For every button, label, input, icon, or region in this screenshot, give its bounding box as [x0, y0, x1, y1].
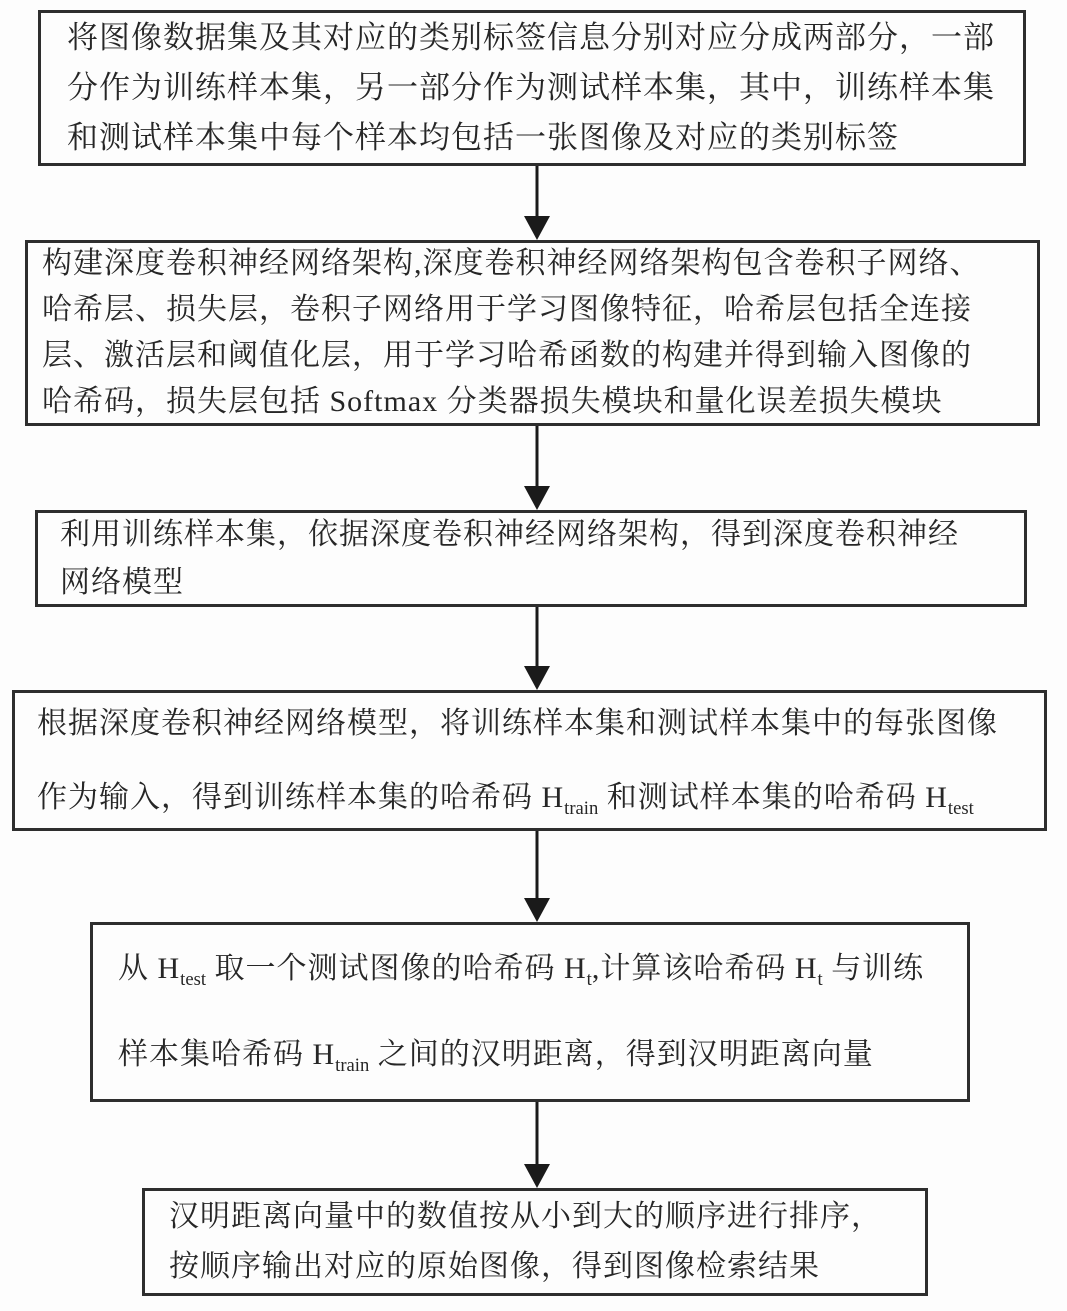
arrow-head-icon — [524, 486, 550, 510]
flow-step-generate-hash-codes — [12, 690, 1047, 831]
step-text-line: 哈希层、损失层，卷积子网络用于学习图像特征，哈希层包括全连接 — [42, 293, 972, 326]
step-text-line: 将图像数据集及其对应的类别标签信息分别对应分成两部分，一部 — [67, 20, 995, 55]
down-arrow-1 — [523, 166, 551, 240]
flow-step-build-network-architecture — [25, 240, 1040, 426]
step-text — [42, 241, 1023, 425]
step-text-line: 网络模型 — [60, 565, 184, 599]
arrow-shaft — [536, 1102, 539, 1168]
arrow-head-icon — [524, 216, 550, 240]
step-text-line: 根据深度卷积神经网络模型，将训练样本集和测试样本集中的每张图像 — [37, 706, 998, 740]
down-arrow-2 — [523, 426, 551, 510]
arrow-shaft — [536, 166, 539, 220]
step-text-line: 和测试样本集中每个样本均包括一张图像及对应的类别标签 — [67, 120, 899, 155]
step-text — [67, 13, 997, 163]
down-arrow-4 — [523, 831, 551, 922]
down-arrow-5 — [523, 1102, 551, 1188]
step-text-line: 利用训练样本集，依据深度卷积神经网络架构，得到深度卷积神经 — [60, 517, 959, 551]
step-text — [37, 687, 1022, 835]
step-text-line: 层、激活层和阈值化层，用于学习哈希函数的构建并得到输入图像的 — [42, 339, 972, 372]
flow-step-train-network-model — [35, 510, 1027, 607]
arrow-head-icon — [524, 898, 550, 922]
step-text-line: 作为输入，得到训练样本集的哈希码 $H_{train}$ 和测试样本集的哈希码 $H_{test}$ — [37, 780, 974, 819]
arrow-shaft — [536, 831, 539, 902]
step-text-line: 分作为训练样本集，另一部分作为测试样本集，其中，训练样本集 — [67, 70, 995, 105]
step-text-line: 汉明距离向量中的数值按从小到大的顺序进行排序， — [169, 1200, 882, 1233]
arrow-head-icon — [524, 1164, 550, 1188]
step-text-line: 哈希码，损失层包括 Softmax 分类器损失模块和量化误差损失模块 — [42, 385, 943, 418]
step-text — [169, 1192, 901, 1292]
flow-step-sort-and-output-results — [142, 1188, 928, 1296]
step-text-line: 从 $H_{test}$ 取一个测试图像的哈希码 $H_t$,计算该哈希码 $H_t$ 与训练 — [118, 952, 925, 990]
arrow-shaft — [536, 426, 539, 490]
step-text — [118, 926, 942, 1098]
step-text-line: 按顺序输出对应的原始图像，得到图像检索结果 — [169, 1250, 820, 1283]
flow-step-compute-hamming-distance — [90, 922, 970, 1102]
down-arrow-3 — [523, 607, 551, 690]
step-text — [60, 511, 1002, 607]
arrow-shaft — [536, 607, 539, 670]
step-text-line: 样本集哈希码 $H_{train}$ 之间的汉明距离，得到汉明距离向量 — [118, 1038, 874, 1076]
flow-step-split-dataset — [38, 10, 1026, 166]
step-text-line: 构建深度卷积神经网络架构,深度卷积神经网络架构包含卷积子网络、 — [42, 247, 981, 280]
